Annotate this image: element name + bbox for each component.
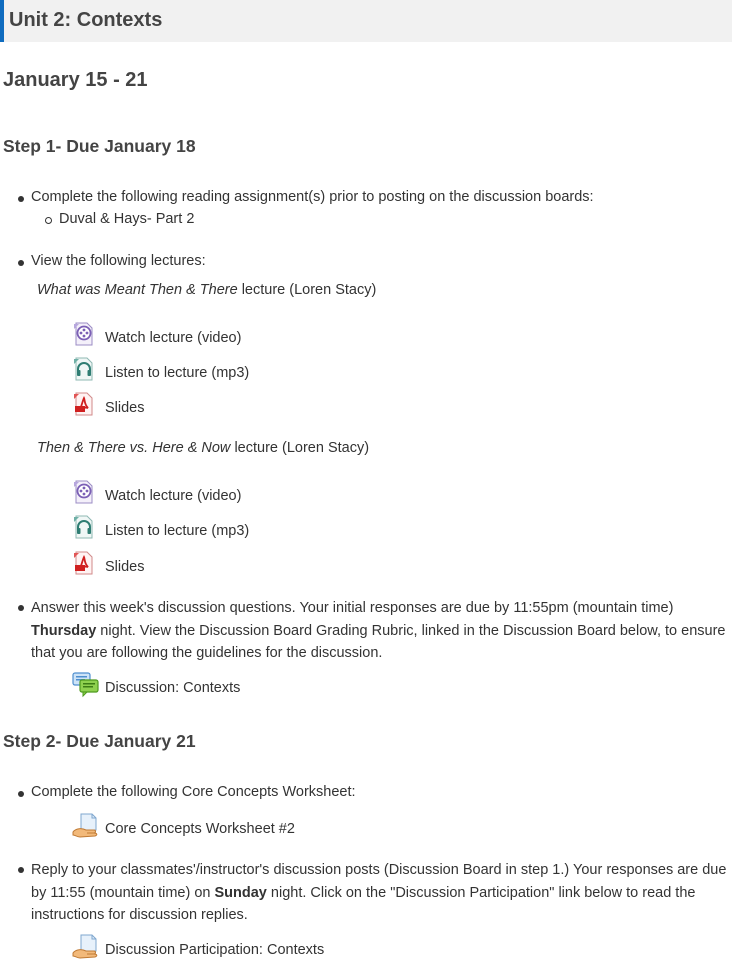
lectures-intro: View the following lectures:: [31, 253, 206, 269]
step2-title: Step 2- Due January 21: [3, 731, 196, 751]
reply-text-2: night. Click on the "Discussion Participation" link below to read the instructions for discussion replies.: [31, 884, 696, 923]
discussion-bold: Thursday: [31, 622, 97, 639]
bullet: [18, 196, 24, 202]
bullet: [18, 791, 24, 797]
lecture1-title: What was Meant Then & There: [37, 282, 238, 298]
discussion-contexts-link[interactable]: Discussion: Contexts: [105, 680, 241, 696]
reply-text-1: Reply to your classmates'/instructor's discussion posts (Discussion Board in step 1.) Your responses are due by 11:55 (mountain time) on: [31, 862, 727, 901]
lecture1-heading: [37, 282, 376, 298]
watch-lecture-1-link[interactable]: Watch lecture (video): [105, 330, 242, 346]
unit-title: Unit 2: Contexts: [9, 9, 163, 31]
lecture1-suffix: lecture (Loren Stacy): [237, 282, 377, 298]
reading-item: Duval & Hays- Part 2: [59, 211, 195, 227]
reply-bold: Sunday: [214, 884, 267, 901]
unit-header: [0, 0, 732, 42]
pdf-icon: [72, 551, 96, 575]
discussion-text-1: Answer this week's discussion questions. Your initial responses are due by 11:55pm (mountain time): [31, 600, 674, 616]
discussion-instructions: [31, 597, 731, 665]
video-icon: [72, 322, 96, 346]
assignment-hand-icon: [72, 813, 100, 839]
reading-intro: Complete the following reading assignment(s) prior to posting on the discussion boards:: [31, 189, 594, 205]
discussion-participation-link[interactable]: Discussion Participation: Contexts: [105, 942, 325, 958]
bullet: [18, 605, 24, 611]
bullet: [18, 260, 24, 266]
pdf-icon: [72, 392, 96, 416]
headphones-icon: [72, 515, 96, 539]
assignment-hand-icon: [72, 934, 100, 960]
forum-icon: [72, 672, 100, 698]
watch-lecture-2-link[interactable]: Watch lecture (video): [105, 488, 242, 504]
worksheet-intro: Complete the following Core Concepts Worksheet:: [31, 784, 356, 800]
lecture2-title: Then & There vs. Here & Now: [37, 440, 231, 456]
listen-lecture-2-link[interactable]: Listen to lecture (mp3): [105, 523, 250, 539]
week-title: January 15 - 21: [3, 69, 148, 91]
slides-1-link[interactable]: Slides: [105, 400, 145, 416]
listen-lecture-1-link[interactable]: Listen to lecture (mp3): [105, 365, 250, 381]
discussion-text-2: night. View the Discussion Board Grading Rubric, linked in the Discussion Board below, to ensure that you are following the guidelines for the discussion.: [31, 622, 726, 661]
slides-2-link[interactable]: Slides: [105, 559, 145, 575]
step1-title: Step 1- Due January 18: [3, 136, 196, 156]
lecture2-heading: [37, 440, 369, 456]
bullet: [18, 867, 24, 873]
reply-instructions: [31, 859, 731, 927]
headphones-icon: [72, 357, 96, 381]
sub-bullet: [45, 217, 52, 224]
lecture2-suffix: lecture (Loren Stacy): [230, 440, 370, 456]
core-concepts-worksheet-link[interactable]: Core Concepts Worksheet #2: [105, 821, 295, 837]
video-icon: [72, 480, 96, 504]
